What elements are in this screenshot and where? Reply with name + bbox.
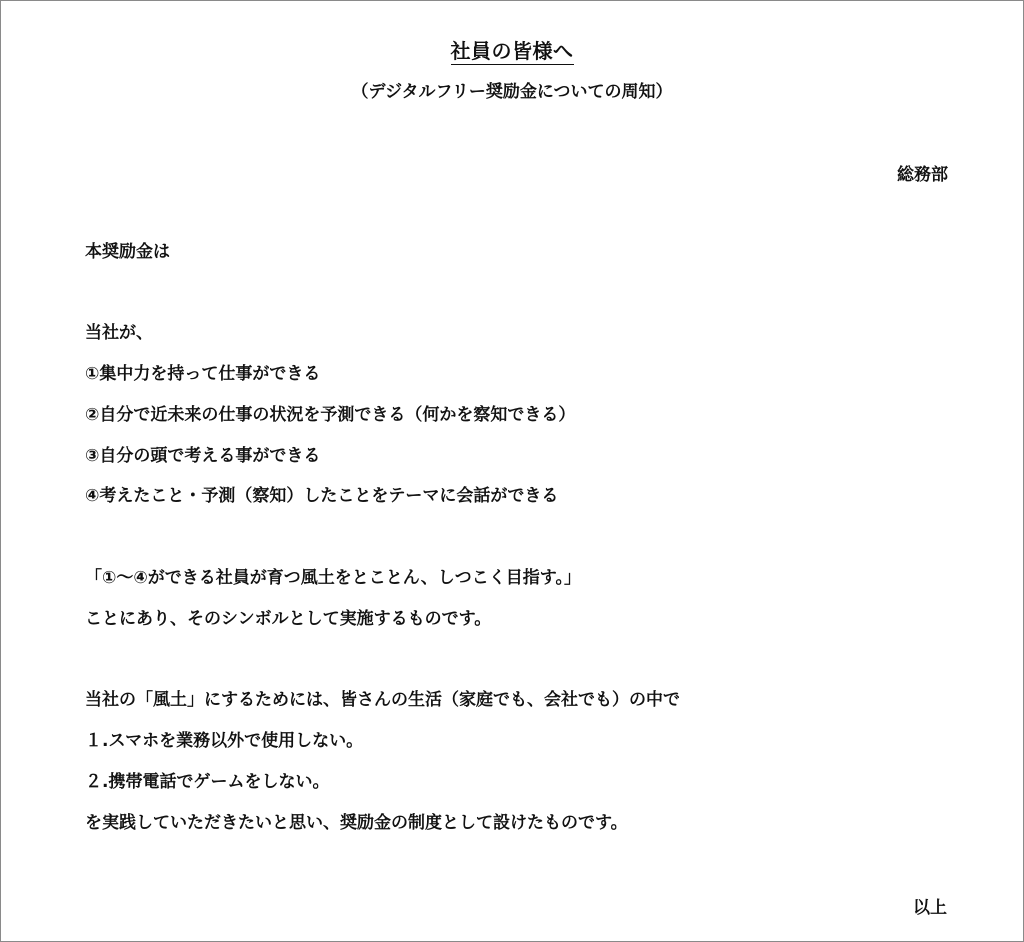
department-name: 総務部 <box>897 165 948 185</box>
company-line: 当社が、 <box>85 323 153 343</box>
rule-item-2: ２.携帯電話でゲームをしない。 <box>85 772 330 792</box>
goal-item-2: ②自分で近未来の仕事の状況を予測できる（何かを察知できる） <box>85 405 576 425</box>
goal-item-4: ④考えたこと・予測（察知）したことをテーマに会話ができる <box>85 486 559 506</box>
rule-item-1: １.スマホを業務以外で使用しない。 <box>85 731 364 751</box>
goal-item-1: ①集中力を持って仕事ができる <box>85 364 321 384</box>
closing-mark: 以上 <box>913 898 947 918</box>
document-subtitle: （デジタルフリー奨励金についての周知） <box>351 82 673 102</box>
culture-line: 当社の「風土」にするためには、皆さんの生活（家庭でも、会社でも）の中で <box>85 690 680 710</box>
goal-item-3: ③自分の頭で考える事ができる <box>85 446 321 466</box>
document-title-text: 社員の皆様へ <box>450 39 574 63</box>
document-title <box>1 35 1023 64</box>
purpose-line: を実践していただきたいと思い、奨励金の制度として設けたものです。 <box>85 813 628 833</box>
intro-line: 本奨励金は <box>85 242 170 262</box>
goal-statement: 「①～④ができる社員が育つ風土をとことん、しつこく目指す。」 <box>85 568 581 588</box>
symbol-line: ことにあり、そのシンボルとして実施するものです。 <box>85 609 492 629</box>
